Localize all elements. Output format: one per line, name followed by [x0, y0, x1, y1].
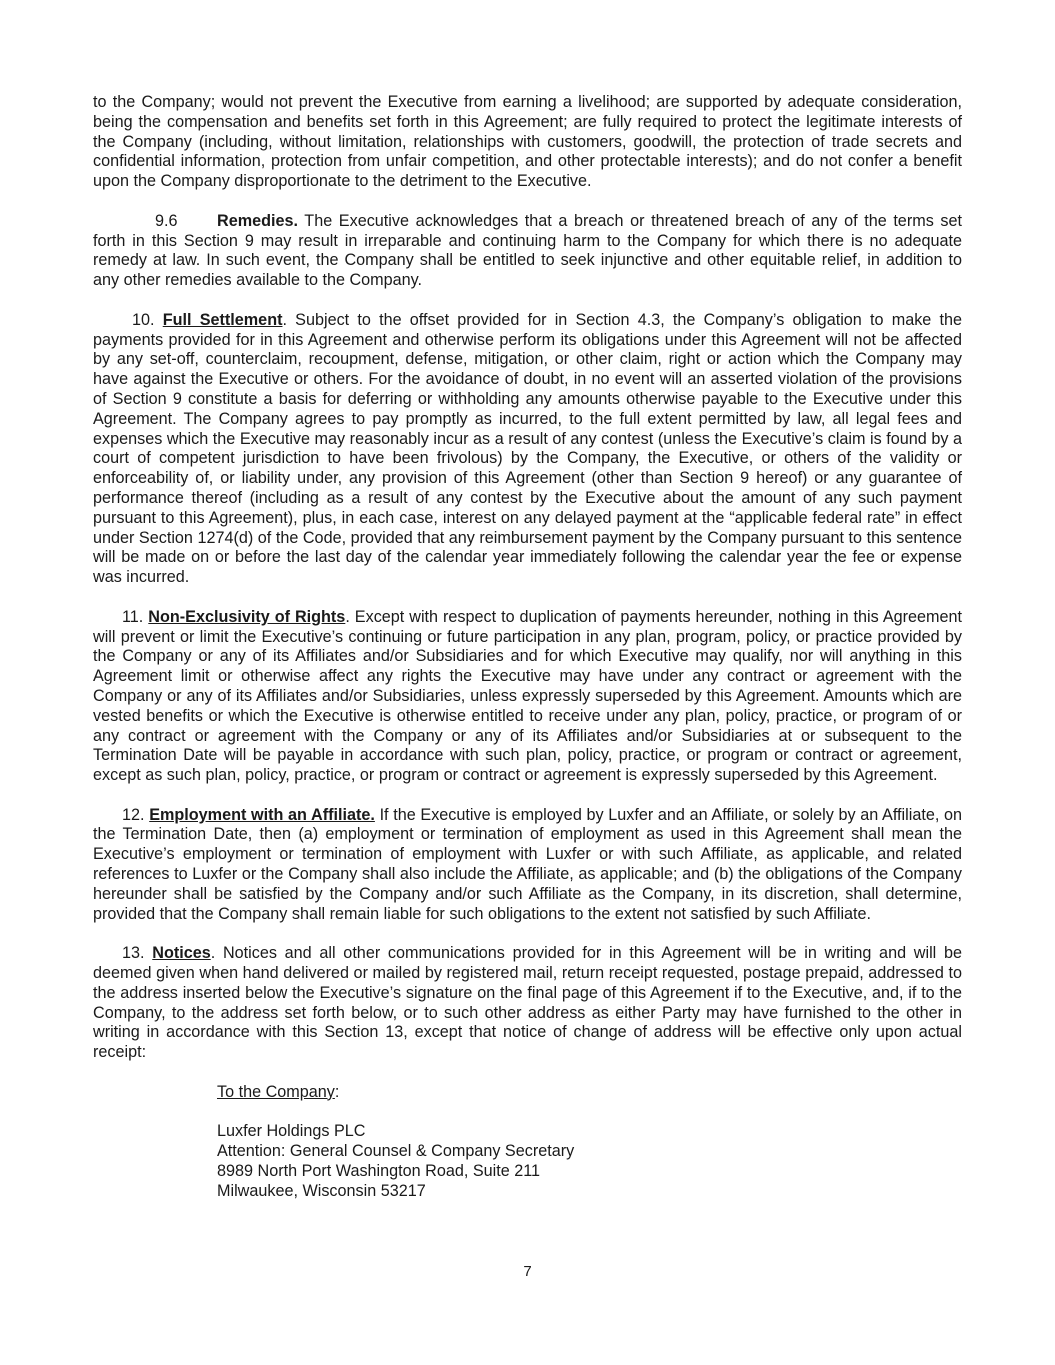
- section-heading: Employment with an Affiliate.: [149, 805, 375, 824]
- section-number: 13.: [122, 944, 145, 963]
- section-10: [93, 311, 962, 588]
- address-line: Attention: General Counsel & Company Secretary: [217, 1142, 575, 1161]
- address-line: Luxfer Holdings PLC: [217, 1122, 366, 1141]
- section-heading: Notices: [152, 944, 211, 963]
- section-body: If the Executive is employed by Luxfer and an Affiliate, or solely by an Affiliate, on the Termination Date, then (a) employment or termination of employment as used in this Agreement shall mean the Executive’s employment or termination of employment with Luxfer or with such Affiliate, as applicable, and related references to Luxfer or the Company shall also include the Affiliate, as applicable; and (b) the obligations of the Company hereunder shall be satisfied by the Company and/or such Affiliate as the Company, in its discretion, shall determine, provided that the Company shall remain liable for such obligations to the extent not satisfied by such Affiliate.: [93, 805, 963, 923]
- intro-paragraph: to the Company; would not prevent the Executive from earning a livelihood; are supported by adequate consideration, being the compensation and benefits set forth in this Agreement; are fully required to protect the legitimate interests of the Company (including, without limitation, relationships with customers, goodwill, the protection of trade secrets and confidential information, protection from unfair competition, and other protectable interests); and do not confer a benefit upon the Company disproportionate to the detriment to the Executive.: [93, 93, 962, 191]
- address-line: 8989 North Port Washington Road, Suite 211: [217, 1162, 541, 1181]
- section-heading: Full Settlement: [162, 310, 283, 329]
- page-number: 7: [523, 1263, 532, 1280]
- company-address: [217, 1122, 962, 1201]
- section-body: The Executive acknowledges that a breach or threatened breach of any of the terms set forth in this Section 9 may result in irreparable and continuing harm to the Company for which there is no adequate remedy at law. In such event, the Company shall be entitled to seek injunctive and other equitable relief, in addition to any other remedies available to the Company.: [93, 211, 962, 290]
- section-11: [93, 608, 962, 786]
- section-13: [93, 944, 962, 1063]
- section-12: [93, 806, 962, 925]
- section-heading: Non-Exclusivity of Rights: [148, 607, 346, 626]
- address-label-line: [217, 1083, 962, 1103]
- section-body: . Notices and all other communications provided for in this Agreement will be in writing and will be deemed given when hand delivered or mailed by registered mail, return receipt requested, postage prepaid, addressed to the address inserted below the Executive’s signature on the final page of this Agreement if to the Executive, and, if to the Company, to the address set forth below, or to such other address as either Party may have furnished to the other in writing in accordance with this Section 13, except that notice of change of address will be effective only upon actual receipt:: [93, 944, 963, 1062]
- section-heading: Remedies.: [217, 211, 298, 230]
- address-label-suffix: :: [334, 1082, 340, 1101]
- section-number: 10.: [132, 310, 155, 329]
- address-label: To the Company: [217, 1082, 335, 1101]
- section-number: 9.6: [155, 211, 178, 230]
- address-line: Milwaukee, Wisconsin 53217: [217, 1181, 426, 1200]
- section-number: 11.: [122, 607, 144, 626]
- section-number: 12.: [122, 805, 145, 824]
- section-body: . Except with respect to duplication of payments hereunder, nothing in this Agreement will prevent or limit the Executive’s continuing or future participation in any plan, program, policy, or practice provided by the Company or any of its Affiliates and/or Subsidiaries and for which Executive may qualify, nor will anything in this Agreement limit or otherwise affect any rights the Executive may have under any contract or agreement with the Company or any of its Affiliates and/or Subsidiaries, unless expressly superseded by this Agreement. Amounts which are vested benefits or which the Executive is otherwise entitled to receive under any plan, policy, practice, or program of or any contract or agreement with the Company or any of its Affiliates and/or Subsidiaries at or subsequent to the Termination Date will be payable in accordance with such plan, policy, practice, or program or contract or agreement, except as such plan, policy, practice, or program or contract or agreement is expressly superseded by this Agreement.: [93, 607, 963, 785]
- section-body: . Subject to the offset provided for in Section 4.3, the Company’s obligation to make the payments provided for in this Agreement and otherwise perform its obligations under this Agreement will not be affected by any set-off, counterclaim, recoupment, defense, mitigation, or other claim, right or action which the Company may have against the Executive or others. For the avoidance of doubt, in no event will an asserted violation of the provisions of Section 9 constitute a basis for deferring or withholding any amounts otherwise payable to the Executive under this Agreement. The Company agrees to pay promptly as incurred, to the full extent permitted by law, all legal fees and expenses which the Executive may reasonably incur as a result of any contest (unless the Executive’s claim is found by a court of competent jurisdiction to have been frivolous) by the Company, the Executive, or others of the validity or enforceability of, or liability under, any provision of this Agreement (other than Section 9 hereof) or any guarantee of performance thereof (including as a result of any contest by the Executive about the amount of any such payment pursuant to this Agreement), plus, in each case, interest on any delayed payment at the “applicable federal rate” in effect under Section 1274(d) of the Code, provided that any reimbursement payment by the Company pursuant to this sentence will be made on or before the last day of the calendar year immediately following the calendar year the fee or expense was incurred.: [93, 310, 962, 587]
- document-page: [93, 93, 962, 1202]
- section-9-6: [93, 212, 962, 291]
